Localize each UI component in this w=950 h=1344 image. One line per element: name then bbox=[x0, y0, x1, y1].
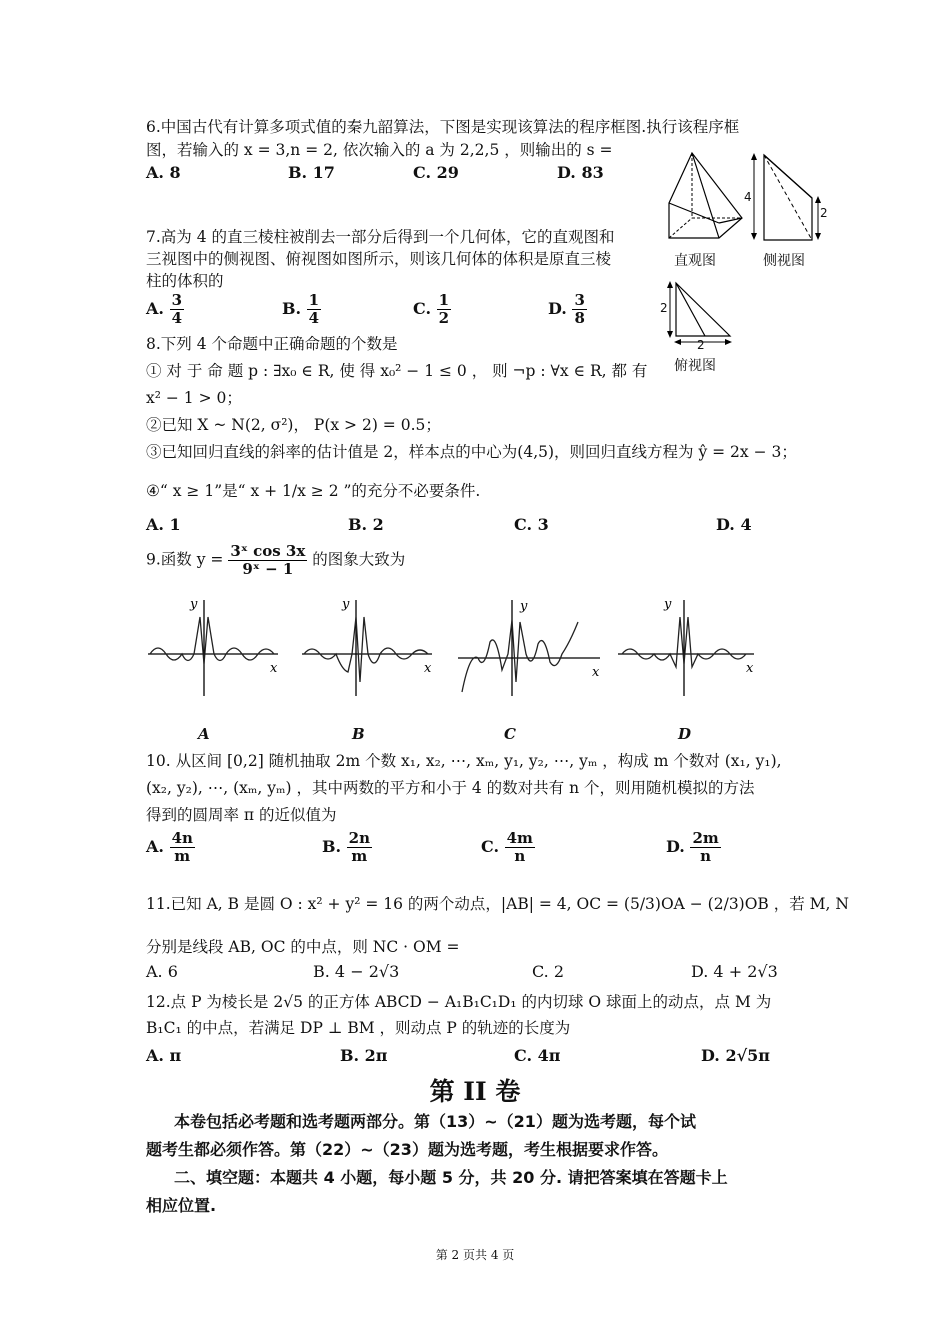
q7-side-height-4: 4 bbox=[744, 190, 752, 204]
q10-option-d-num: 2m bbox=[692, 829, 719, 847]
q10-option-a-letter: A. bbox=[146, 837, 164, 856]
q11-option-a: A. 6 bbox=[146, 962, 178, 981]
q7-line1: 7.高为 4 的直三棱柱被削去一部分后得到一个几何体，它的直观图和 bbox=[146, 228, 615, 246]
q9-graph-b bbox=[298, 592, 436, 700]
q7-option-c bbox=[413, 292, 451, 327]
q8-line5: ③已知回归直线的斜率的估计值是 2，样本点的中心为(4,5)，则回归直线方程为 ŷ = 2x − 3； bbox=[146, 443, 797, 461]
q10-line2: (x₂, y₂), ⋯, (xₘ, yₘ) ，其中两数的平方和小于 4 的数对共有 n 个，则用随机模拟的方法 bbox=[146, 779, 755, 797]
q9-graph-c-y-label: y bbox=[520, 599, 528, 614]
q7-option-c-den: 2 bbox=[438, 309, 450, 327]
q10-option-d bbox=[666, 830, 721, 865]
q10-option-a bbox=[146, 830, 195, 865]
q7-option-d-letter: D. bbox=[548, 299, 567, 318]
q9-suffix: 的图象大致为 bbox=[312, 550, 406, 569]
q9-prefix: 9.函数 y = bbox=[146, 550, 224, 569]
q9-graph-d-x-label: x bbox=[746, 661, 754, 676]
q8-line3: x² − 1 > 0； bbox=[146, 389, 242, 407]
q9-label-b: B bbox=[352, 725, 365, 743]
q12-option-a: A. π bbox=[146, 1046, 182, 1065]
q7-side-view-label: 侧视图 bbox=[763, 253, 805, 269]
q11-line2: 分别是线段 AB, OC 的中点，则 NC · OM = bbox=[146, 938, 460, 956]
fill-blank-heading-line2: 相应位置. bbox=[146, 1196, 217, 1215]
q12-option-c: C. 4π bbox=[514, 1046, 561, 1065]
q6-option-d: D. 83 bbox=[557, 163, 604, 182]
q10-option-a-num: 4n bbox=[171, 829, 193, 847]
q9-graph-d-y-label: y bbox=[664, 597, 672, 612]
q12-option-b: B. 2π bbox=[340, 1046, 388, 1065]
q10-option-d-letter: D. bbox=[666, 837, 685, 856]
q10-option-c-letter: C. bbox=[481, 837, 500, 856]
q7-option-b bbox=[282, 292, 321, 327]
q10-option-b bbox=[322, 830, 372, 865]
q11-option-b: B. 4 − 2√3 bbox=[313, 962, 400, 981]
q7-line3: 柱的体积的 bbox=[146, 272, 224, 290]
q8-option-d: D. 4 bbox=[716, 515, 752, 534]
q9-label-d: D bbox=[678, 725, 692, 743]
q7-option-c-letter: C. bbox=[413, 299, 432, 318]
q7-option-a bbox=[146, 292, 184, 327]
q12-line1: 12.点 P 为棱长是 2√5 的正方体 ABCD − A₁B₁C₁D₁ 的内切球 O 球面上的动点，点 M 为 bbox=[146, 993, 772, 1011]
q8-line4: ②已知 X ~ N(2, σ²)， P(x > 2) = 0.5； bbox=[146, 416, 441, 434]
q7-front-view-figure bbox=[664, 148, 749, 243]
q10-option-b-letter: B. bbox=[322, 837, 342, 856]
q10-option-b-den: m bbox=[351, 847, 368, 865]
page-footer: 第 2 页共 4 页 bbox=[435, 1248, 515, 1262]
q7-option-a-num: 3 bbox=[171, 291, 182, 309]
q9-graph-a-x-label: x bbox=[270, 661, 278, 676]
q12-option-d: D. 2√5π bbox=[701, 1046, 770, 1065]
q9-graph-a-y-label: y bbox=[190, 597, 198, 612]
q7-option-d-den: 8 bbox=[574, 309, 585, 327]
q9-label-c: C bbox=[504, 725, 516, 743]
q11-option-d: D. 4 + 2√3 bbox=[691, 962, 778, 981]
q7-top-width-a: 2 bbox=[660, 301, 668, 315]
q7-option-b-num: 1 bbox=[308, 291, 320, 309]
q10-line3: 得到的圆周率 π 的近似值为 bbox=[146, 806, 337, 824]
q8-line6: ④“ x ≥ 1”是“ x + 1/x ≥ 2 ”的充分不必要条件. bbox=[146, 482, 481, 500]
q7-option-b-letter: B. bbox=[282, 299, 302, 318]
q8-line2: ① 对 于 命 题 p : ∃x₀ ∈ R, 使 得 x₀² − 1 ≤ 0 ， 则 ¬p : ∀x ∈ R, 都 有 bbox=[146, 362, 648, 380]
q8-option-c: C. 3 bbox=[514, 515, 549, 534]
q8-option-b: B. 2 bbox=[348, 515, 384, 534]
q9-label-a: A bbox=[198, 725, 210, 743]
section-title: 第 II 卷 bbox=[429, 1077, 521, 1106]
q8-line1: 8.下列 4 个命题中正确命题的个数是 bbox=[146, 335, 398, 353]
q7-front-view-label: 直观图 bbox=[674, 253, 716, 269]
section-intro-line1: 本卷包括必考题和选考题两部分。第（13）~（21）题为选考题，每个试 bbox=[174, 1112, 696, 1131]
q10-option-c bbox=[481, 830, 535, 865]
q7-option-d-num: 3 bbox=[574, 291, 585, 309]
q10-option-c-den: n bbox=[514, 847, 526, 865]
q10-option-a-den: m bbox=[174, 847, 191, 865]
q12-line2: B₁C₁ 的中点，若满足 DP ⊥ BM ，则动点 P 的轨迹的长度为 bbox=[146, 1019, 571, 1037]
q9-numerator: 3ˣ cos 3x bbox=[230, 542, 306, 560]
q7-line2: 三视图中的侧视图、俯视图如图所示，则该几何体的体积是原直三棱 bbox=[146, 250, 612, 268]
q7-option-b-den: 4 bbox=[308, 309, 320, 327]
q11-option-c: C. 2 bbox=[532, 962, 565, 981]
section-intro-line2: 题考生都必须作答。第（22）~（23）题为选考题，考生根据要求作答。 bbox=[146, 1140, 668, 1159]
q7-option-a-den: 4 bbox=[171, 309, 182, 327]
fill-blank-heading-line1: 二、填空题：本题共 4 小题，每小题 5 分，共 20 分. 请把答案填在答题卡上 bbox=[174, 1168, 728, 1187]
q11-line1: 11.已知 A, B 是圆 O : x² + y² = 16 的两个动点，|AB| = 4, OC = (5/3)OA − (2/3)OB ，若 M, N bbox=[146, 895, 849, 913]
q6-line1: 6.中国古代有计算多项式值的秦九韶算法，下图是实现该算法的程序框图.执行该程序框 bbox=[146, 118, 740, 136]
q7-top-width-b: 2 bbox=[697, 338, 705, 352]
q6-option-c: C. 29 bbox=[413, 163, 459, 182]
q9-denominator: 9ˣ − 1 bbox=[242, 560, 294, 578]
q9-graph-c bbox=[454, 592, 604, 700]
q7-top-view-label: 俯视图 bbox=[674, 358, 716, 374]
q10-option-b-num: 2n bbox=[348, 829, 371, 847]
q6-line2: 图，若输入的 x = 3,n = 2, 依次输入的 a 为 2,2,5 ，则输出的 s = bbox=[146, 141, 613, 159]
q7-side-view-figure bbox=[742, 150, 832, 245]
q9-stem bbox=[146, 543, 405, 578]
q7-option-d bbox=[548, 292, 587, 327]
q8-option-a: A. 1 bbox=[146, 515, 181, 534]
q9-graph-c-x-label: x bbox=[592, 665, 600, 680]
q9-graph-d bbox=[614, 592, 759, 700]
q9-graph-b-y-label: y bbox=[342, 597, 350, 612]
q6-option-a: A. 8 bbox=[146, 163, 181, 182]
q7-side-height-2: 2 bbox=[820, 206, 828, 220]
q10-line1: 10. 从区间 [0,2] 随机抽取 2m 个数 x₁, x₂, ⋯, xₘ, y₁, y₂, ⋯, yₘ ，构成 m 个数对 (x₁, y₁), bbox=[146, 752, 782, 770]
q9-graph-b-x-label: x bbox=[424, 661, 432, 676]
q10-option-d-den: n bbox=[700, 847, 712, 865]
q6-option-b: B. 17 bbox=[288, 163, 335, 182]
q7-option-c-num: 1 bbox=[438, 291, 450, 309]
q7-option-a-letter: A. bbox=[146, 299, 164, 318]
q10-option-c-num: 4m bbox=[506, 829, 533, 847]
q9-graph-a bbox=[144, 592, 282, 700]
